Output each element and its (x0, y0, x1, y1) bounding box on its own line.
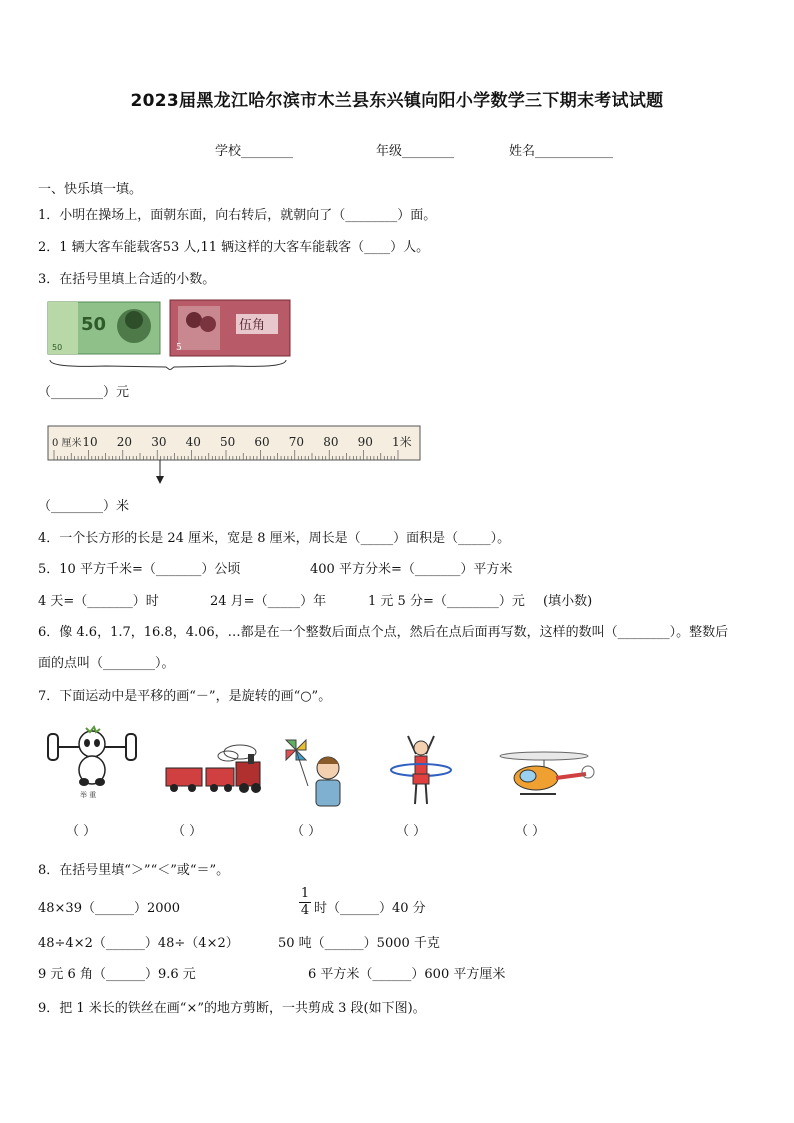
fraction-numerator: 1 (300, 886, 310, 901)
ruler-label: 50 (220, 435, 236, 449)
note-5-text: 伍角 (239, 318, 266, 333)
ruler-label: 70 (288, 435, 305, 449)
question-5d: 24 月=（_____）年 (210, 594, 327, 609)
ruler-label: 30 (151, 435, 167, 449)
answer-blank-4[interactable]: （ ） (396, 824, 427, 839)
fraction (299, 886, 311, 919)
question-8b: 时（______）40 分 (314, 901, 426, 916)
question-6-line2: 面的点叫（________）。 (38, 656, 175, 671)
question-3: 3．在括号里填上合适的小数。 (38, 272, 216, 287)
money-answer: （________）元 (38, 385, 130, 400)
picture-caption: 举 重 (80, 791, 97, 799)
name-field: 姓名____________ (509, 144, 614, 159)
question-9: 9．把 1 米长的铁丝在画“×”的地方剪断，一共剪成 3 段(如下图)。 (38, 1001, 426, 1016)
ruler-label: 80 (323, 435, 339, 449)
note-50-value: 50 (81, 314, 107, 335)
question-8a: 48×39（______）2000 (38, 901, 181, 916)
question-2: 2．1 辆大客车能载客53 人,11 辆这样的大客车能载客（____）人。 (38, 240, 430, 255)
fraction-denominator: 4 (300, 903, 310, 918)
note-5-value: 5 (176, 343, 182, 353)
question-8c: 48÷4×2（______）48÷（4×2） (38, 936, 239, 951)
weightlifting-panda-picture (44, 722, 144, 800)
question-8e: 9 元 6 角（______）9.6 元 (38, 967, 196, 982)
question-5e: 1 元 5 分=（________）元 (368, 594, 525, 609)
school-field: 学校________ (215, 144, 294, 159)
note-50-corner: 50 (52, 343, 63, 352)
helicopter-picture (494, 748, 598, 804)
arrow-down-icon (156, 476, 164, 484)
question-5c: 4 天=（_______）时 (38, 594, 159, 609)
money-illustration (46, 298, 296, 370)
answer-blank-5[interactable]: （ ） (515, 824, 546, 839)
pinwheel-boy-picture (284, 736, 354, 808)
question-8f: 6 平方米（______）600 平方厘米 (308, 967, 506, 982)
train-picture (162, 742, 270, 798)
ruler-label: 90 (357, 435, 373, 449)
question-8: 8．在括号里填“＞”“＜”或“＝”。 (38, 863, 230, 878)
answer-blank-3[interactable]: （ ） (291, 824, 322, 839)
grade-field: 年级________ (376, 144, 455, 159)
ruler-label: 20 (116, 435, 133, 449)
question-7: 7．下面运动中是平移的画“－”，是旋转的画“○”。 (38, 689, 332, 704)
ruler-label: 60 (254, 435, 270, 449)
question-4: 4．一个长方形的长是 24 厘米，宽是 8 厘米，周长是（_____）面积是（_____）。 (38, 531, 511, 546)
five-jiao-note (170, 300, 290, 356)
brace-icon (50, 360, 286, 370)
ruler-label: 40 (185, 435, 201, 449)
question-8d: 50 吨（______）5000 千克 (278, 936, 440, 951)
hula-hoop-girl-picture (386, 728, 456, 812)
fifty-yuan-note (48, 302, 160, 354)
answer-blank-1[interactable]: （ ） (66, 824, 97, 839)
question-6-line1: 6．像 4.6，1.7，16.8，4.06，…都是在一个整数后面点个点，然后在点后面再写数，这样的数叫（________）。整数后 (38, 625, 729, 640)
ruler-label: 10 (82, 435, 98, 449)
question-5-note: (填小数) (543, 594, 593, 609)
answer-blank-2[interactable]: （ ） (172, 824, 203, 839)
question-5a: 5．10 平方千米=（_______）公顷 (38, 562, 241, 577)
section-heading: 一、快乐填一填。 (38, 182, 143, 197)
ruler-answer: （________）米 (38, 499, 130, 514)
page-title: 2023届黑龙江哈尔滨市木兰县东兴镇向阳小学数学三下期末考试试题 (130, 91, 664, 111)
question-5b: 400 平方分米=（_______）平方米 (310, 562, 513, 577)
question-1: 1．小明在操场上，面朝东面，向右转后，就朝向了（________）面。 (38, 208, 437, 223)
ruler-label: 1米 (392, 435, 412, 449)
ruler-label: 0 厘米 (52, 438, 82, 449)
ruler-illustration (46, 424, 426, 486)
